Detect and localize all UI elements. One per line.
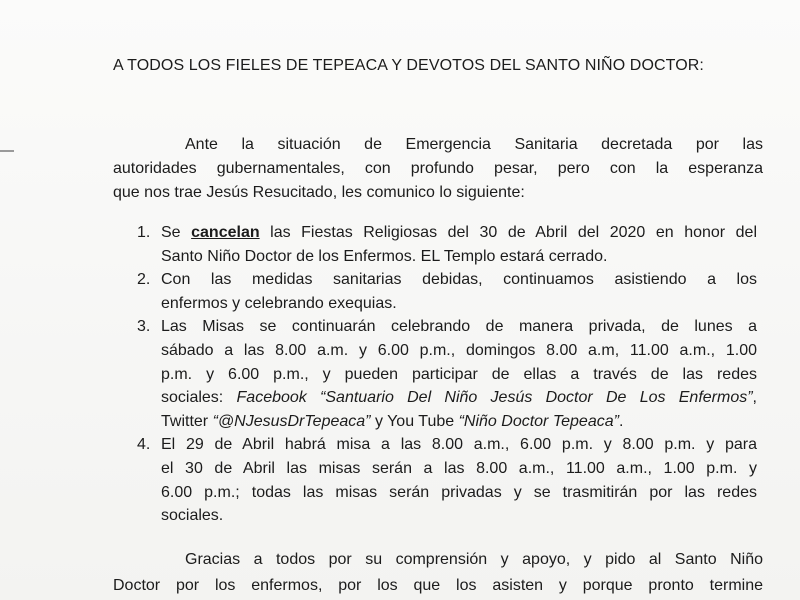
list-item — [137, 268, 757, 315]
facebook-page-name: “Santuario Del Niño Jesús Doctor De Los Enfermos” — [306, 389, 753, 407]
closing-paragraph — [113, 547, 763, 599]
intro-line: autoridades gubernamentales, con profundo pesar, pero con la esperanza — [113, 160, 763, 177]
item-number: 2. — [137, 271, 151, 289]
item-line: 6.00 p.m.; todas las misas serán privadas y se trasmitirán por las redes — [161, 483, 757, 501]
item-line: sociales. — [161, 507, 224, 525]
list-item — [137, 221, 757, 268]
intro-paragraph — [113, 133, 763, 205]
announcement-list — [137, 221, 757, 528]
item-line — [161, 386, 757, 410]
item-line: sábado a las 8.00 a.m. y 6.00 p.m., domingos 8.00 a.m, 11.00 a.m., 1.00 — [161, 341, 757, 359]
item-number: 4. — [137, 436, 151, 454]
item-line: el 30 de Abril las misas serán a las 8.00 a.m., 11.00 a.m., 1.00 p.m. y — [161, 459, 757, 477]
item-text: Se — [161, 224, 192, 241]
item-text: . — [618, 412, 624, 430]
item-text: las Fiestas Religiosas del 30 de Abril del 2020 en honor del — [259, 224, 758, 241]
item-line — [161, 221, 757, 245]
item-line — [161, 410, 757, 434]
list-item — [137, 315, 757, 433]
item-text: , — [752, 389, 757, 407]
item-line: Santo Niño Doctor de los Enfermos. EL Templo estará cerrado. — [161, 247, 608, 265]
twitter-handle: “@NJesusDrTepeaca” — [212, 412, 371, 430]
item-text: sociales: — [161, 389, 237, 407]
item-number: 1. — [137, 224, 151, 241]
item-line: enfermos y celebrando exequias. — [161, 294, 397, 312]
item-text: y You Tube — [370, 412, 459, 430]
list-item — [137, 433, 757, 527]
intro-line: que nos trae Jesús Resucitado, les comunico lo siguiente: — [113, 184, 525, 201]
item-line: Con las medidas sanitarias debidas, continuamos asistiendo a los — [161, 271, 757, 289]
facebook-label: Facebook — [236, 389, 307, 407]
cancel-emphasis: cancelan — [191, 224, 260, 241]
intro-line: Ante la situación de Emergencia Sanitaria decretada por las — [185, 136, 763, 153]
paper-edge-mark — [0, 150, 14, 152]
item-text: Twitter — [161, 412, 213, 430]
letter-heading: A TODOS LOS FIELES DE TEPEACA Y DEVOTOS DEL SANTO NIÑO DOCTOR: — [113, 57, 704, 74]
item-line: Las Misas se continuarán celebrando de manera privada, de lunes a — [161, 318, 757, 336]
closing-line: Gracias a todos por su comprensión y apoyo, y pido al Santo Niño — [185, 551, 763, 568]
item-line: El 29 de Abril habrá misa a las 8.00 a.m., 6.00 p.m. y 8.00 p.m. y para — [161, 436, 757, 454]
item-line: p.m. y 6.00 p.m., y pueden participar de ellas a través de las redes — [161, 365, 757, 383]
closing-line: Doctor por los enfermos, por los que los asisten y porque pronto termine — [113, 577, 763, 594]
youtube-channel: “Niño Doctor Tepeaca” — [458, 412, 619, 430]
item-number: 3. — [137, 318, 151, 336]
